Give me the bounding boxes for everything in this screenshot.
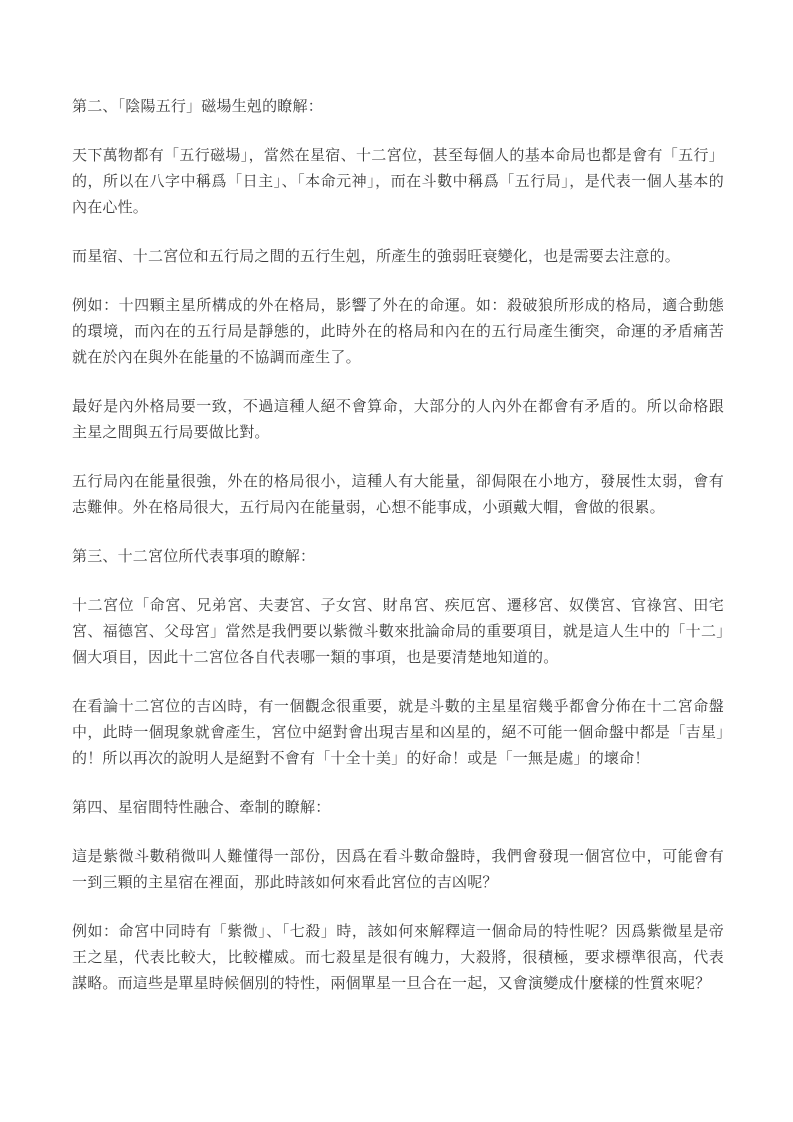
paragraph: 這是紫微斗數稍微叫人難懂得一部份，因爲在看斗數命盤時，我們會發現一個宮位中，可能會有一到三顆的主星宿在裡面，那此時該如何來看此宮位的吉凶呢？ — [72, 847, 724, 891]
paragraph: 最好是內外格局要一致，不過這種人絕不會算命，大部分的人內外在都會有矛盾的。所以命格跟主星之間與五行局要做比對。 — [72, 397, 724, 441]
document-body — [72, 93, 724, 1019]
paragraph: 而星宿、十二宮位和五行局之間的五行生剋，所產生的強弱旺衰變化，也是需要去注意的。 — [72, 247, 681, 265]
paragraph: 天下萬物都有「五行磁場」，當然在星宿、十二宮位，甚至每個人的基本命局也都是會有「五行」的，所以在八字中稱爲「日主」、「本命元神」，而在斗數中稱爲「五行局」，是代表一個人基本的內在心性。 — [72, 146, 724, 216]
section-heading-3: 第三、十二宮位所代表事項的瞭解： — [72, 547, 316, 565]
section-heading-4: 第四、星宿間特性融合、牽制的瞭解： — [72, 798, 331, 816]
section-heading-2: 第二、「陰陽五行」磁場生剋的瞭解： — [72, 97, 323, 115]
paragraph: 例如：命宮中同時有「紫微」、「七殺」時，該如何來解釋這一個命局的特性呢？因爲紫微星是帝王之星，代表比較大，比較權威。而七殺星是很有魄力，大殺將，很積極，要求標準很高，代表謀略。而這些是單星時候個別的特性，兩個單星一旦合在一起，又會演變成什麼樣的性質來呢？ — [72, 922, 724, 992]
paragraph: 十二宮位「命宮、兄弟宮、夫妻宮、子女宮、財帛宮、疾厄宮、遷移宮、奴僕宮、官祿宮、田宅宮、福德宮、父母宮」當然是我們要以紫微斗數來批論命局的重要項目，就是這人生中的「十二」個大項目，因此十二宮位各自代表哪一類的事項，也是要清楚地知道的。 — [72, 596, 724, 666]
paragraph: 例如：十四顆主星所構成的外在格局，影響了外在的命運。如：殺破狼所形成的格局，適合動態的環境，而內在的五行局是靜態的，此時外在的格局和內在的五行局產生衝突，命運的矛盾痛苦就在於內在與外在能量的不協調而產生了。 — [72, 296, 724, 366]
paragraph: 在看論十二宮位的吉凶時，有一個觀念很重要，就是斗數的主星星宿幾乎都會分佈在十二宮命盤中，此時一個現象就會產生，宮位中絕對會出現吉星和凶星的，絕不可能一個命盤中都是「吉星」的！所以再次的說明人是絕對不會有「十全十美」的好命！或是「一無是處」的壞命！ — [72, 697, 724, 767]
paragraph: 五行局內在能量很強，外在的格局很小，這種人有大能量，卻侷限在小地方，發展性太弱，會有志難伸。外在格局很大，五行局內在能量弱，心想不能事成，小頭戴大帽，會做的很累。 — [72, 472, 724, 516]
